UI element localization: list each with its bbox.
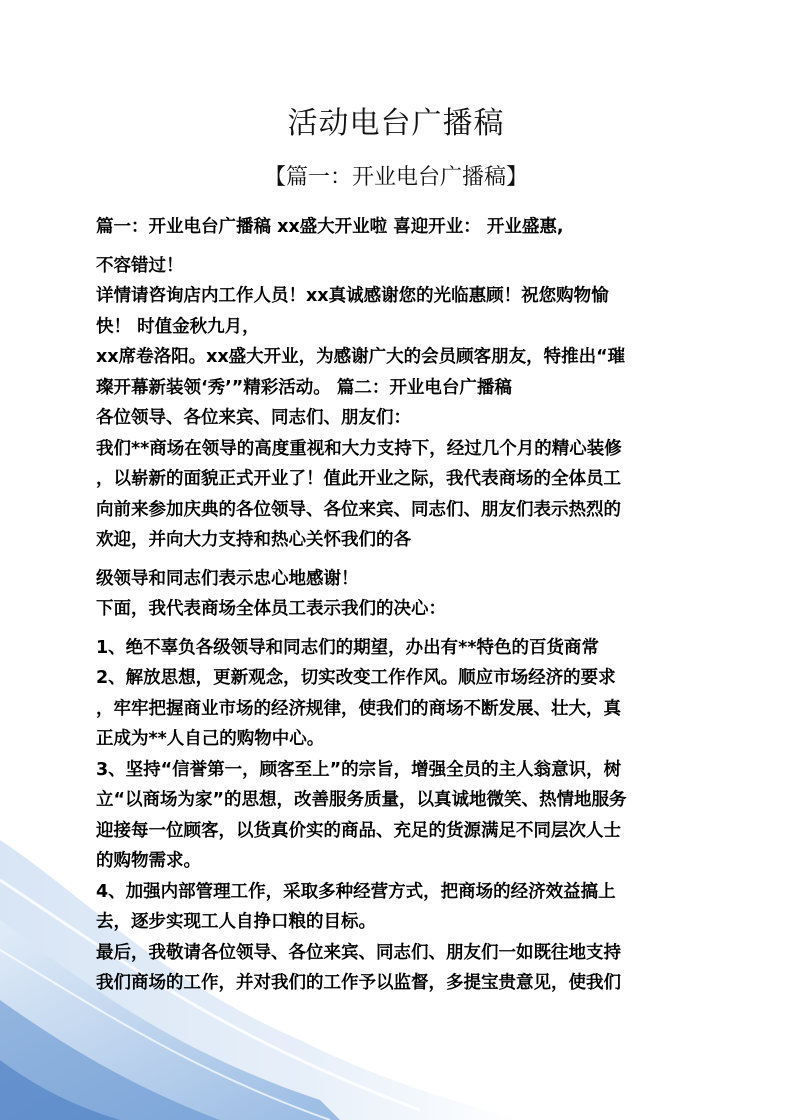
paragraph-line: 快！ 时值金秋九月，	[96, 316, 260, 337]
paragraph-line: 去，逐步实现工人自挣口粮的目标。	[96, 912, 376, 932]
document-body	[96, 212, 696, 999]
paragraph-line: 的购物需求。	[96, 851, 201, 871]
paragraph-line: 立“以商场为家”的思想，改善服务质量，以真诚地微笑、热情地服务	[96, 790, 627, 810]
paragraph-line: 1、绝不辜负各级领导和同志们的期望，办出有**特色的百货商常	[96, 637, 599, 658]
paragraph-line: 正成为**人自己的购物中心。	[96, 729, 325, 749]
paragraph-line: 级领导和同志们表示忠心地感谢！	[96, 568, 359, 589]
document-title: 活动电台广播稿	[287, 106, 505, 141]
paragraph-line: 详情请咨询店内工作人员！xx真诚感谢您的光临惠顾！祝您购物愉	[96, 286, 609, 306]
document-subtitle: 【篇一：开业电台广播稿】	[263, 165, 528, 190]
paragraph-line: 3、坚持“信誉第一，顾客至上”的宗旨，增强全员的主人翁意识，树	[96, 759, 622, 780]
paragraph-line: 欢迎，并向大力支持和热心关怀我们的各	[96, 530, 411, 550]
paragraph-line: 迎接每一位顾客，以货真价实的商品、充足的货源满足不同层次人士	[96, 820, 621, 841]
paragraph-line: ，牢牢把握商业市场的经济规律，使我们的商场不断发展、壮大，真	[96, 698, 621, 719]
paragraph-line: 向前来参加庆典的各位领导、各位来宾、同志们、朋友们表示热烈的	[96, 499, 621, 520]
paragraph-line: 不容错过！	[96, 255, 184, 276]
paragraph-line: 各位领导、各位来宾、同志们、朋友们：	[96, 408, 411, 428]
paragraph-line: 最后，我敬请各位领导、各位来宾、同志们、朋友们一如既往地支持	[96, 942, 621, 963]
paragraph-line: 璨开幕新装领‘秀’”精彩活动。 篇二：开业电台广播稿	[96, 377, 512, 398]
paragraph-line: 我们商场的工作，并对我们的工作予以监督，多提宝贵意见，使我们	[96, 973, 621, 993]
paragraph-line: 篇一：开业电台广播稿 xx盛大开业啦 喜迎开业： 开业盛惠,	[96, 217, 564, 237]
paragraph-line: 我们**商场在领导的高度重视和大力支持下，经过几个月的精心装修	[96, 438, 622, 459]
paragraph-line: 2、解放思想，更新观念，切实改变工作作风。顺应市场经济的要求	[96, 668, 616, 688]
paragraph-line: xx席卷洛阳。xx盛大开业，为感谢广大的会员顾客朋友，特推出“璀	[96, 347, 626, 367]
paragraph-line: ，以崭新的面貌正式开业了！值此开业之际，我代表商场的全体员工	[96, 469, 621, 489]
paragraph-line: 下面，我代表商场全体员工表示我们的决心：	[96, 599, 446, 619]
paragraph-line: 4、加强内部管理工作，采取多种经营方式，把商场的经济效益搞上	[96, 881, 616, 902]
